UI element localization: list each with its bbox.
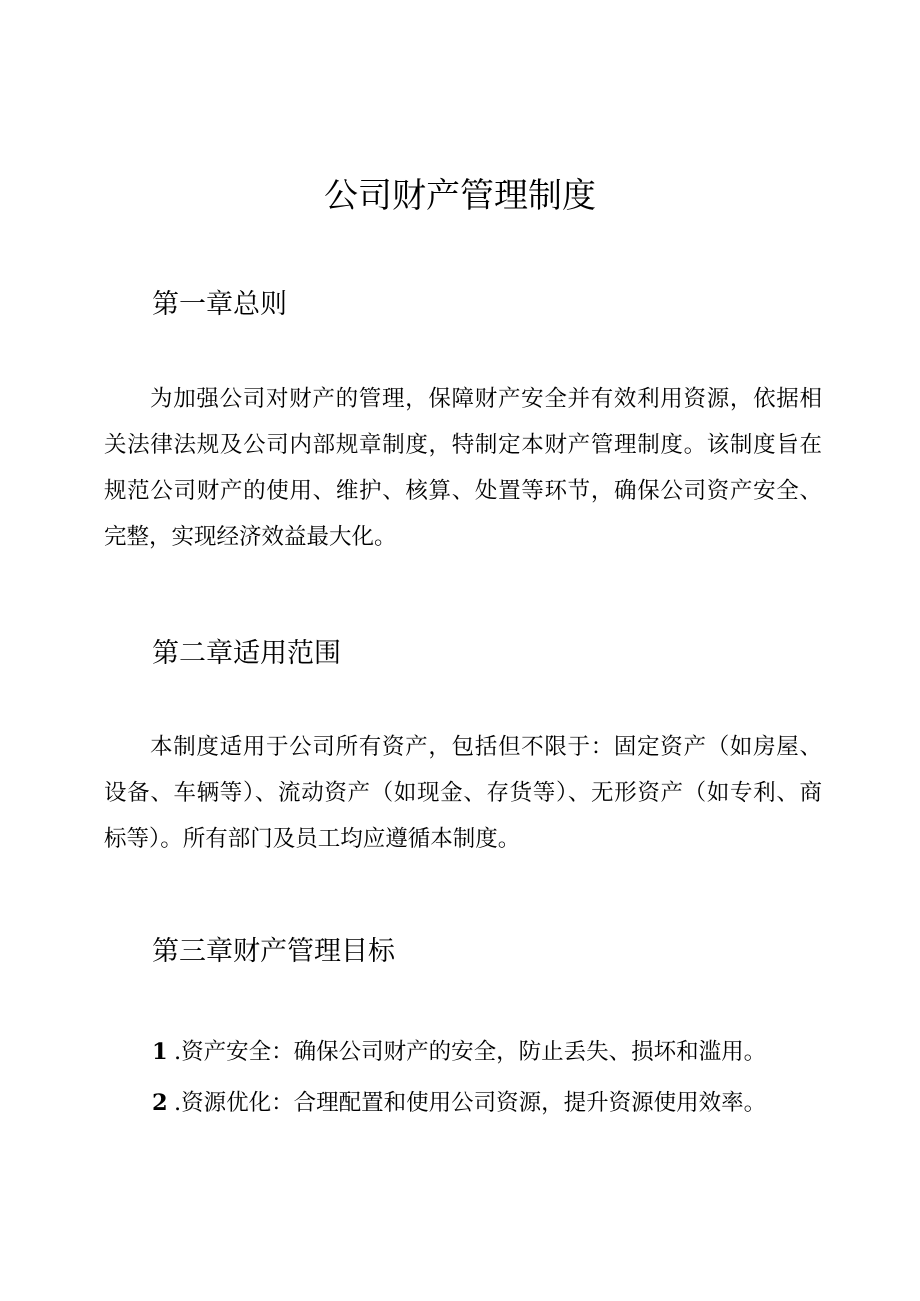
- chapter-1-heading: 第一章总则: [152, 289, 287, 320]
- document-title: 公司财产管理制度: [324, 176, 596, 216]
- list-item-number: 2: [152, 1090, 168, 1116]
- chapter-1-paragraph: 为加强公司对财产的管理，保障财产安全并有效利用资源，依据相关法律法规及公司内部规章制度，特制定本财产管理制度。该制度旨在规范公司财产的使用、维护、核算、处置等环节，确保公司资产安全、完整，实现经济效益最大化。: [104, 386, 822, 550]
- chapter-2-paragraph: 本制度适用于公司所有资产，包括但不限于：固定资产（如房屋、设备、车辆等）、流动资产（如现金、存货等）、无形资产（如专利、商标等）。所有部门及员工均应遵循本制度。: [104, 734, 822, 852]
- list-item-text: .资源优化：合理配置和使用公司资源，提升资源使用效率。: [174, 1090, 767, 1116]
- list-item: [152, 1032, 766, 1072]
- list-item: [152, 1083, 766, 1123]
- list-item-number: 1: [152, 1039, 168, 1065]
- list-item-text: .资产安全：确保公司财产的安全，防止丢失、损坏和滥用。: [174, 1039, 767, 1065]
- chapter-2-heading: 第二章适用范围: [152, 638, 341, 669]
- chapter-3-heading: 第三章财产管理目标: [152, 936, 395, 967]
